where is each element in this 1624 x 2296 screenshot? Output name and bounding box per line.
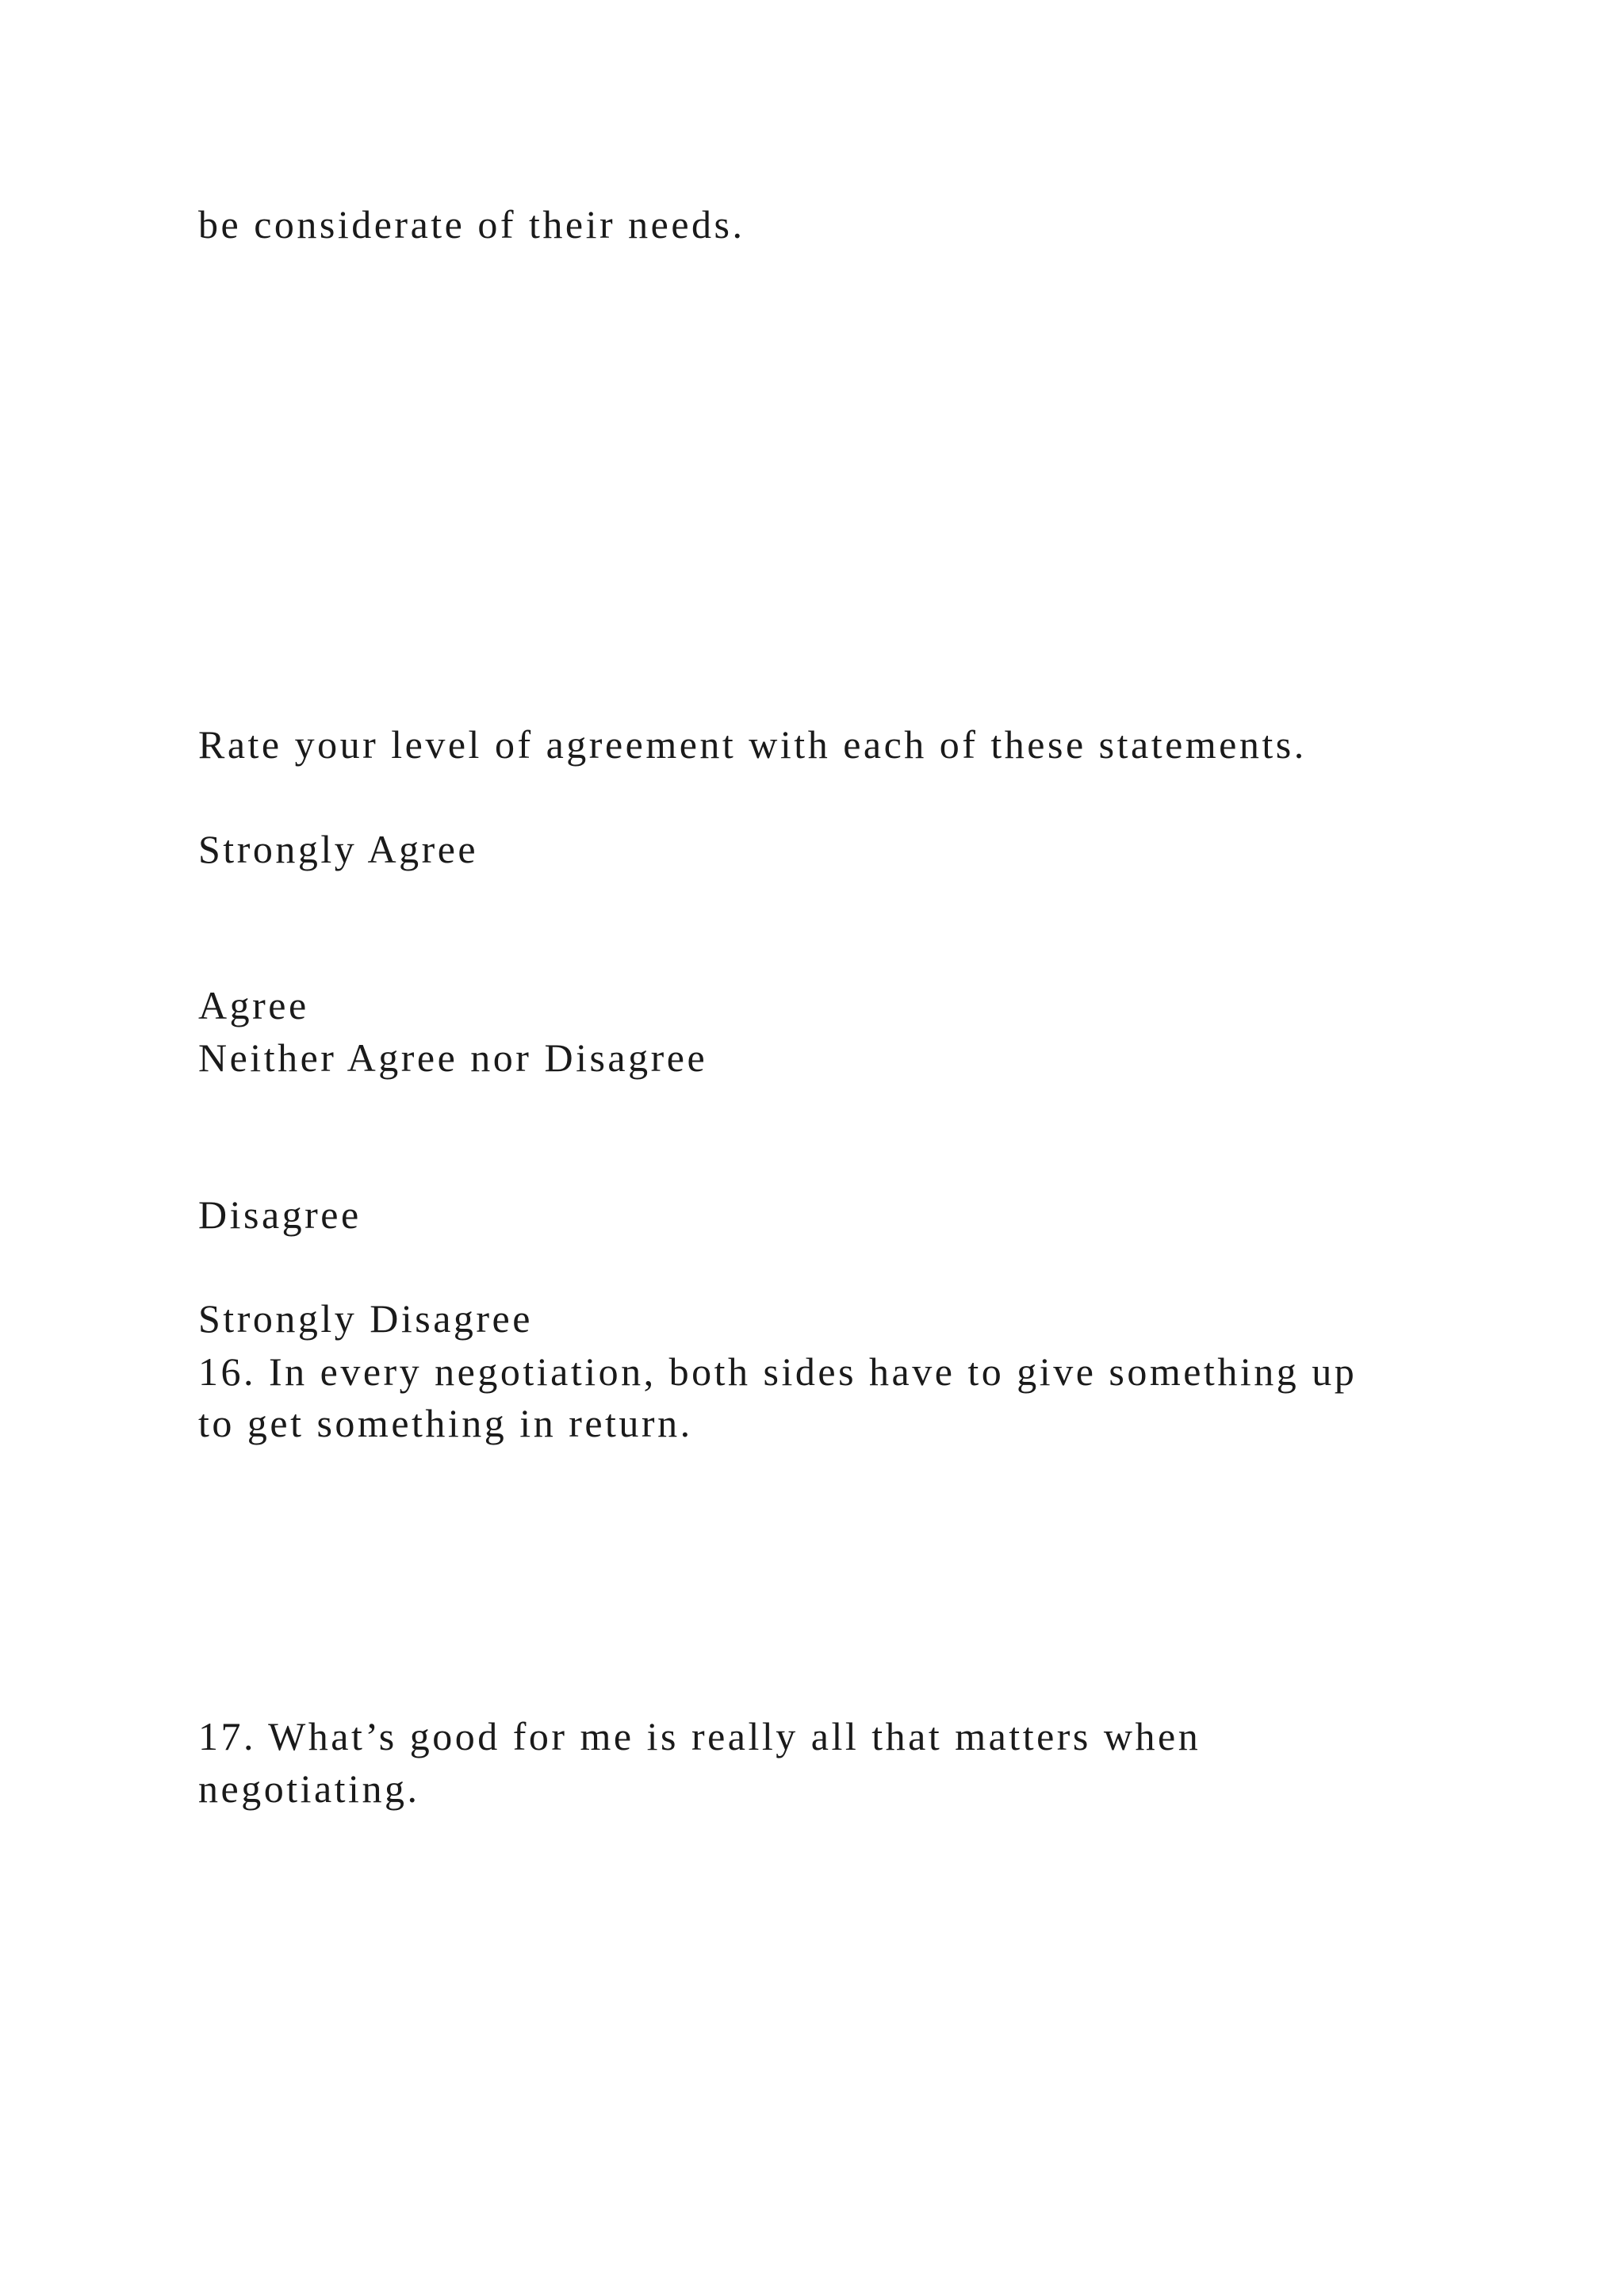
continuation-text: be considerate of their needs. [198, 202, 745, 247]
rating-instruction: Rate your level of agreement with each of these statements. [198, 722, 1307, 767]
item-16-line-1: 16. In every negotiation, both sides have to give something up [198, 1349, 1358, 1394]
scale-neutral: Neither Agree nor Disagree [198, 1035, 708, 1080]
item-16-line-2: to get something in return. [198, 1401, 693, 1445]
item-17-line-2: negotiating. [198, 1766, 420, 1811]
scale-strongly-disagree: Strongly Disagree [198, 1296, 533, 1341]
scale-disagree: Disagree [198, 1192, 362, 1237]
scale-strongly-agree: Strongly Agree [198, 827, 479, 871]
item-17-line-1: 17. What’s good for me is really all that matters when [198, 1714, 1201, 1758]
scale-agree: Agree [198, 983, 309, 1027]
